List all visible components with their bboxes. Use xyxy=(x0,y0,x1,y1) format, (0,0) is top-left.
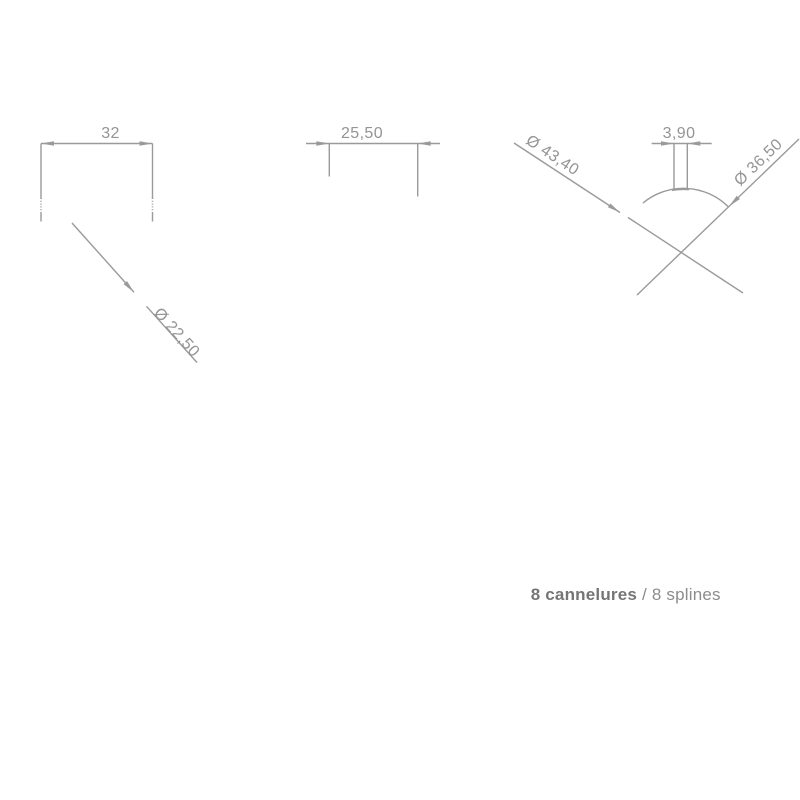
caption-english: 8 splines xyxy=(651,585,721,604)
arrowhead xyxy=(140,141,153,146)
dim-label-25-50: 25,50 xyxy=(340,125,384,142)
diameter-label-43-40: Ø 43,40 xyxy=(522,132,582,180)
caption-separator: / xyxy=(637,585,652,604)
arrowhead xyxy=(418,141,431,146)
circle-arc xyxy=(672,189,689,190)
dimension-line xyxy=(514,143,620,213)
dimension-line xyxy=(628,218,743,294)
diameter-label-36-50: Ø 36,50 xyxy=(730,135,786,190)
arrowhead xyxy=(608,203,620,212)
splines-caption xyxy=(511,569,721,620)
arrowhead xyxy=(41,141,54,146)
dimension-line xyxy=(637,139,799,295)
arrowhead xyxy=(687,141,700,146)
dim-label-3-90: 3,90 xyxy=(662,124,696,142)
caption-french-bold: 8 cannelures xyxy=(530,585,638,604)
arrowhead xyxy=(316,141,329,146)
arrowhead xyxy=(124,281,134,292)
dim-label-32: 32 xyxy=(101,125,120,142)
circle-arc xyxy=(643,188,728,206)
arrowhead xyxy=(661,141,674,146)
dimension-line xyxy=(72,223,134,292)
diameter-label-22-50: Ø 22,50 xyxy=(150,304,203,361)
